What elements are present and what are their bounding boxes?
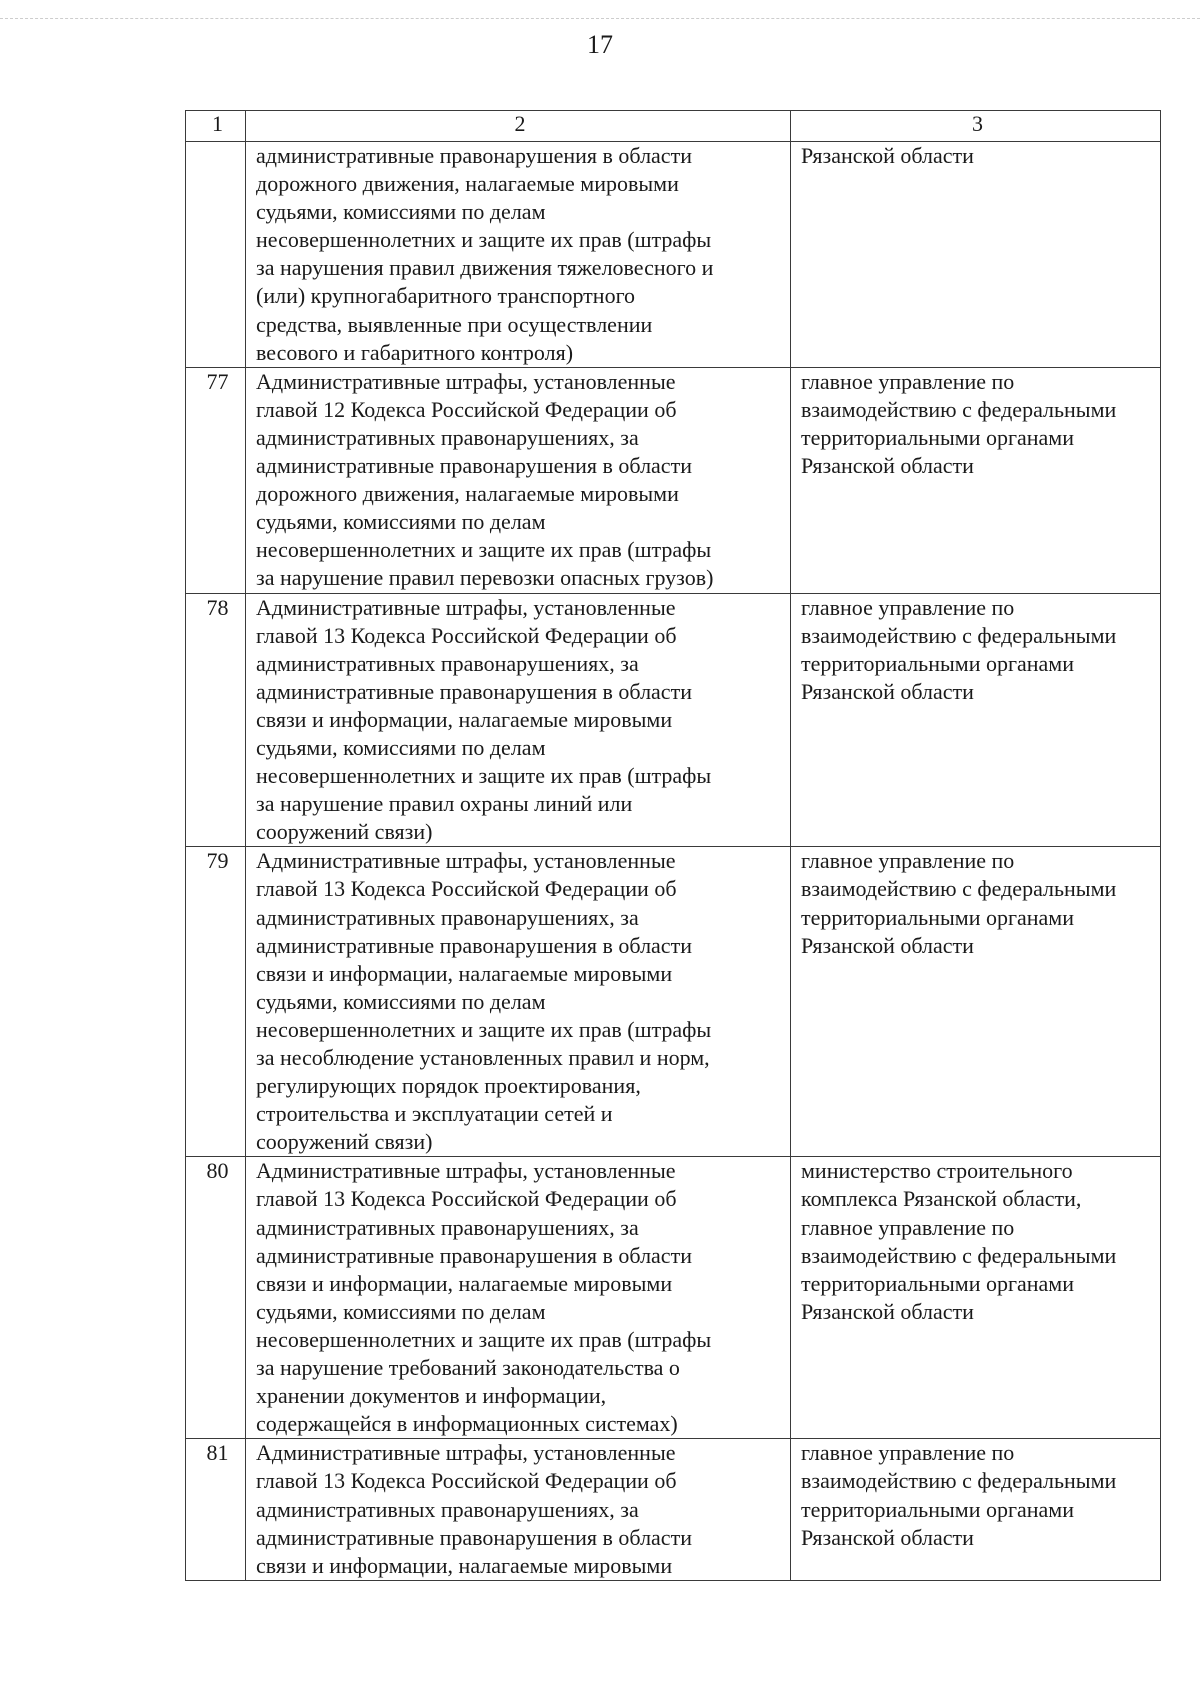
row-description: Административные штрафы, установленные главой 12 Кодекса Российской Федерации об административных правонарушениях, за административные правонарушения в области дорожного движения, налагаемые мировыми судьями, комиссиями по делам несовершеннолетних и защите их прав (штрафы за нарушение правил перевозки опасных грузов): [246, 367, 791, 593]
row-administrator: министерство строительного комплекса Рязанской области, главное управление по взаимодействию с федеральными территориальными органами Рязанской области: [791, 1157, 1161, 1439]
table-header-row: [186, 111, 1161, 142]
row-description: административные правонарушения в области дорожного движения, налагаемые мировыми судьями, комиссиями по делам несовершеннолетних и защите их прав (штрафы за нарушения правил движения тяжеловесного и (или) крупногабаритного транспортного средства, выявленные при осуществлении весового и габаритного контроля): [246, 142, 791, 368]
table-row: [186, 847, 1161, 1157]
table-row: [186, 367, 1161, 593]
row-description: Административные штрафы, установленные главой 13 Кодекса Российской Федерации об административных правонарушениях, за административные правонарушения в области связи и информации, налагаемые мировыми судьями, комиссиями по делам несовершеннолетних и защите их прав (штрафы за нарушение правил охраны линий или сооружений связи): [246, 593, 791, 847]
table-row: [186, 142, 1161, 368]
row-number: [186, 142, 246, 368]
row-number: 79: [186, 847, 246, 1157]
row-number: 77: [186, 367, 246, 593]
column-header-1: 1: [186, 111, 246, 142]
row-administrator: главное управление по взаимодействию с федеральными территориальными органами Рязанской области: [791, 367, 1161, 593]
scan-edge-line: [0, 18, 1200, 19]
column-header-2: 2: [246, 111, 791, 142]
row-administrator: Рязанской области: [791, 142, 1161, 368]
row-administrator: главное управление по взаимодействию с федеральными территориальными органами Рязанской области: [791, 847, 1161, 1157]
table-row: [186, 1157, 1161, 1439]
row-number: 78: [186, 593, 246, 847]
row-description: Административные штрафы, установленные главой 13 Кодекса Российской Федерации об административных правонарушениях, за административные правонарушения в области связи и информации, налагаемые мировыми судьями, комиссиями по делам несовершеннолетних и защите их прав (штрафы за нарушение требований законодательства о хранении документов и информации, содержащейся в информационных системах): [246, 1157, 791, 1439]
row-number: 80: [186, 1157, 246, 1439]
page-number: 17: [587, 30, 613, 59]
row-description: Административные штрафы, установленные главой 13 Кодекса Российской Федерации об административных правонарушениях, за административные правонарушения в области связи и информации, налагаемые мировыми судьями, комиссиями по делам несовершеннолетних и защите их прав (штрафы за несоблюдение установленных правил и норм, регулирующих порядок проектирования, строительства и эксплуатации сетей и сооружений связи): [246, 847, 791, 1157]
table-row: [186, 1439, 1161, 1580]
column-header-3: 3: [791, 111, 1161, 142]
row-administrator: главное управление по взаимодействию с федеральными территориальными органами Рязанской области: [791, 1439, 1161, 1580]
table-row: [186, 593, 1161, 847]
row-administrator: главное управление по взаимодействию с федеральными территориальными органами Рязанской области: [791, 593, 1161, 847]
fines-table: [185, 110, 1161, 1581]
row-description: Административные штрафы, установленные главой 13 Кодекса Российской Федерации об административных правонарушениях, за административные правонарушения в области связи и информации, налагаемые мировыми: [246, 1439, 791, 1580]
row-number: 81: [186, 1439, 246, 1580]
